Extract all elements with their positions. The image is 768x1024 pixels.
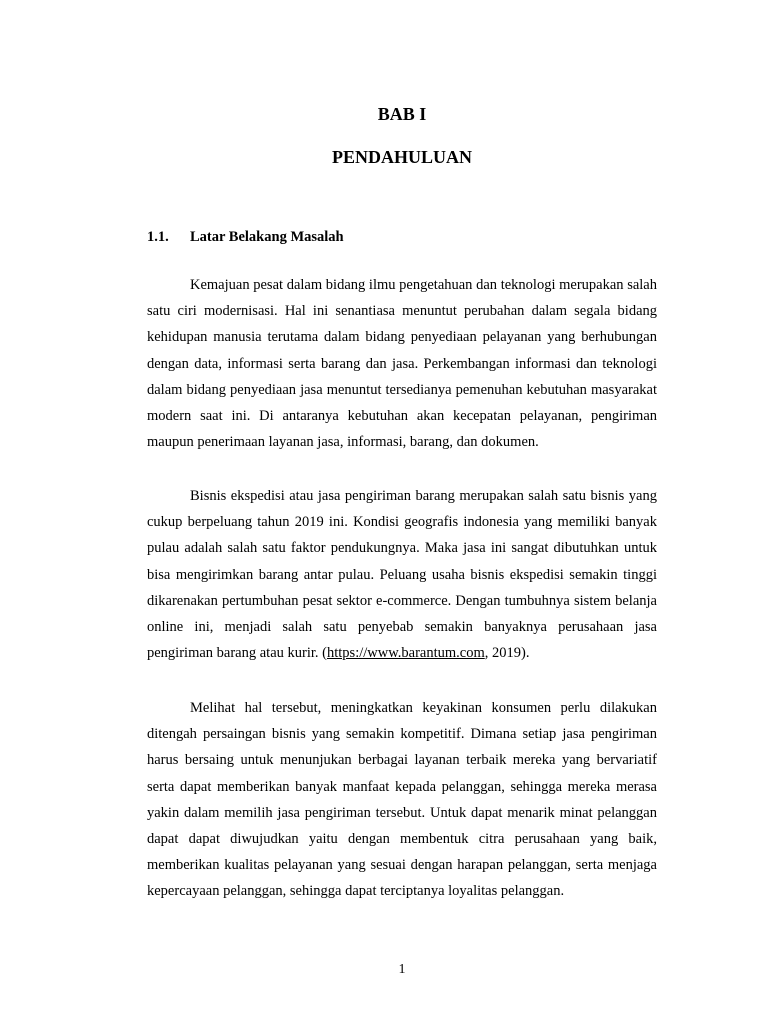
paragraph-1: [147, 272, 657, 455]
paragraph-text: Kemajuan pesat dalam bidang ilmu pengetahuan dan teknologi merupakan salah satu ciri modernisasi. Hal ini senantiasa menuntut perubahan dalam segala bidang kehidupan manusia terutama dalam bidang penyediaan pelayanan yang berhubungan dengan data, informasi serta barang dan jasa. Perkembangan informasi dan teknologi dalam bidang penyediaan jasa menuntut tersedianya pemenuhan kebutuhan masyarakat modern saat ini. Di antaranya kebutuhan akan kecepatan pelayanan, pengiriman maupun penerimaan layanan jasa, informasi, barang, dan dokumen.: [147, 277, 657, 451]
citation-open: (: [322, 645, 327, 662]
section-heading: [147, 229, 344, 246]
paragraph-2: [147, 483, 657, 666]
citation-close: , 2019).: [484, 645, 530, 662]
chapter-title: PENDAHULUAN: [331, 147, 472, 167]
paragraph-3: [147, 695, 657, 905]
chapter-number: BAB I: [377, 104, 427, 124]
paragraph-body: Bisnis ekspedisi atau jasa pengiriman barang merupakan salah satu bisnis yang cukup berpeluang tahun 2019 ini. Kondisi geografis indonesia yang memiliki banyak pulau adalah salah satu faktor pendukungnya. Maka jasa ini sangat dibutuhkan untuk bisa mengirimkan barang antar pulau. Peluang usaha bisnis ekspedisi semakin tinggi dikarenakan pertumbuhan pesat sektor e-commerce. Dengan tumbuhnya sistem belanja online ini, menjadi salah satu penyebab semakin banyaknya perusahaan jasa pengiriman barang atau kurir.: [147, 488, 657, 662]
section-title: Latar Belakang Masalah: [190, 229, 344, 245]
citation-link[interactable]: https://www.barantum.com: [327, 645, 485, 662]
page-number: 1: [398, 962, 406, 977]
paragraph-text: Melihat hal tersebut, meningkatkan keyakinan konsumen perlu dilakukan ditengah persaingan bisnis yang semakin kompetitif. Dimana setiap jasa pengiriman harus bersaing untuk menunjukan berbagai layanan terbaik mereka yang bervariatif serta dapat memberikan banyak manfaat kepada pelanggan, sehingga mereka merasa yakin dalam memilih jasa pengiriman tersebut. Untuk dapat menarik minat pelanggan dapat dapat diwujudkan yaitu dengan membentuk citra perusahaan yang baik, memberikan kualitas pelayanan yang sesuai dengan harapan pelanggan, serta menjaga kepercayaan pelanggan, sehingga dapat terciptanya loyalitas pelanggan.: [147, 700, 657, 900]
section-number: 1.1.: [147, 229, 169, 245]
paragraph-text: [147, 483, 657, 666]
